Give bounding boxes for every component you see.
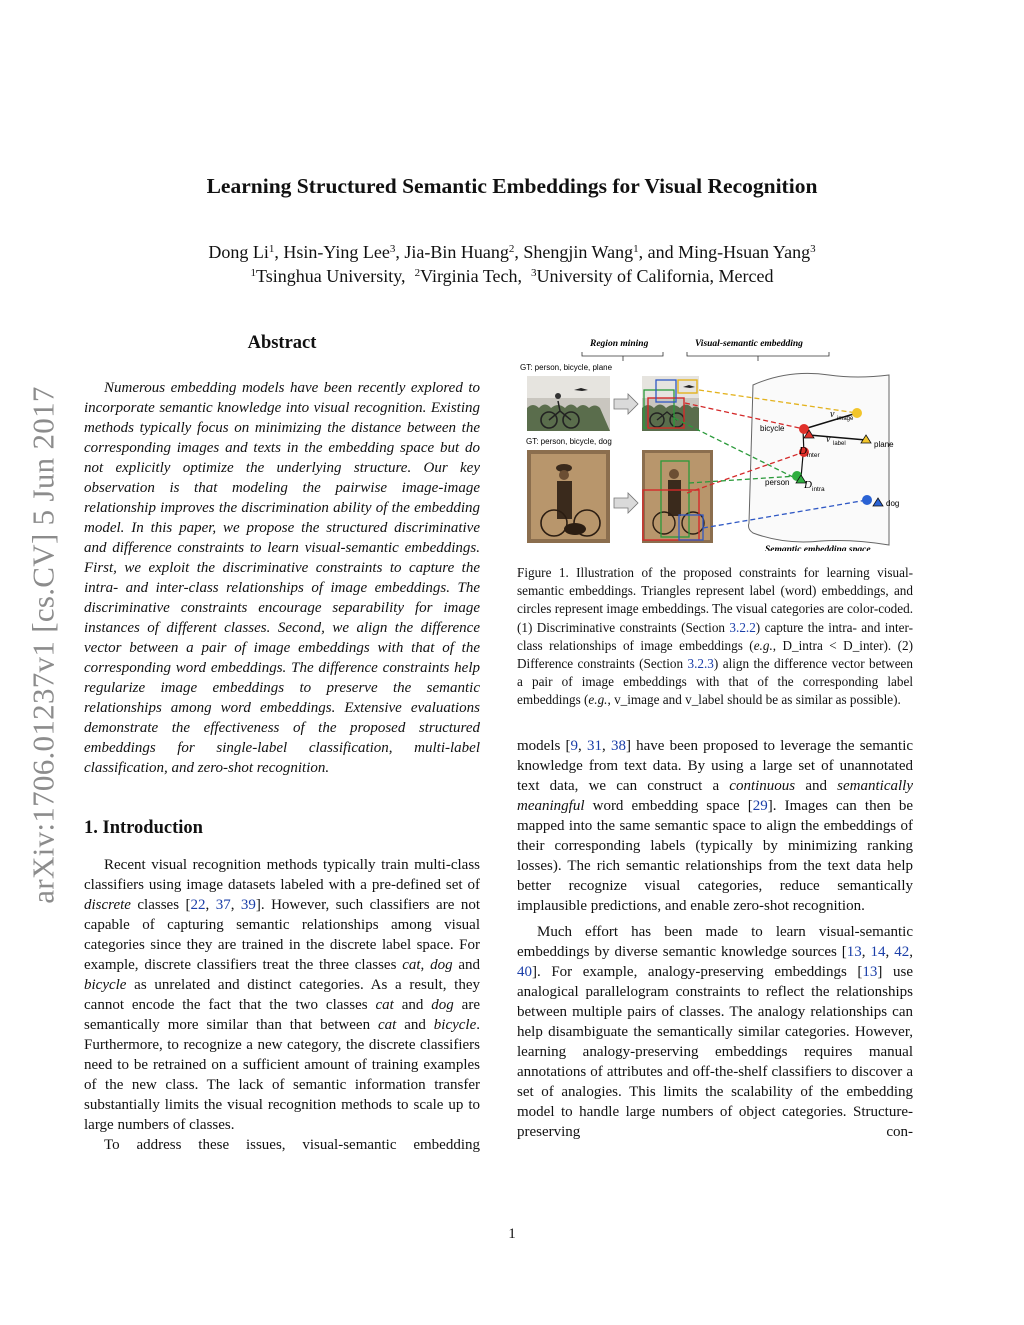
author-name: , and Ming-Hsuan Yang: [638, 242, 811, 262]
embedding-space: [749, 373, 890, 545]
d-intra-subscript: intra: [812, 486, 825, 493]
section-link[interactable]: 3.2.3: [687, 656, 714, 672]
region-mining-bracket: [582, 352, 663, 356]
photo-2: [527, 450, 610, 543]
author-sup: 3: [810, 243, 816, 255]
citation-link[interactable]: 9: [570, 737, 579, 754]
body-paragraph: models [9, 31, 38] have been proposed to leverage the semantic knowledge from text data. By using a large set of unannotated text data, we can construct a continuous and semantically meaningful word embedding space [29]. Images can then be mapped into the same semantic space to align the embeddings of their corresponding labels (typically by minimizing ranking losses). The rich semantic relationships from the text data help better recognize visual categories, reduce semantically implausible predictions, and enable zero-shot recognition.: [517, 737, 914, 914]
v-image-subscript: image: [837, 416, 854, 422]
arrow-2: [614, 493, 638, 513]
left-column: [84, 333, 480, 1155]
v-label-symbol: v⃗: [826, 434, 839, 445]
v-image-symbol: v⃗: [830, 409, 843, 420]
figure-illustration: [517, 333, 913, 551]
gt-label-2: GT: person, bicycle, dog: [526, 437, 612, 446]
right-column-text: [517, 736, 913, 1142]
right-column: [517, 333, 913, 1142]
image-embedding-dog: [862, 495, 872, 505]
citation-link[interactable]: 39: [240, 897, 256, 913]
citation-link[interactable]: 38: [610, 737, 626, 754]
figure-1: [517, 333, 913, 710]
author-name: , Shengjin Wang: [514, 242, 634, 262]
paper-title: Learning Structured Semantic Embeddings for Visual Recognition: [206, 174, 818, 198]
photo-1-regions: [642, 376, 699, 431]
abstract-heading: Abstract: [247, 333, 317, 353]
author-name: Dong Li: [208, 242, 269, 262]
author-name: , Jia-Bin Huang: [395, 242, 509, 262]
arxiv-stamp-text: arXiv:1706.01237v1 [cs.CV] 5 Jun 2017: [26, 386, 61, 904]
affiliation: Tsinghua University,: [256, 266, 406, 286]
author-name: , Hsin-Ying Lee: [274, 242, 390, 262]
node-label-dog: dog: [886, 499, 900, 508]
citation-link[interactable]: 13: [862, 963, 878, 980]
citation-link[interactable]: 40: [517, 963, 532, 980]
image-embedding-plane: [852, 408, 862, 418]
citation-link[interactable]: 42: [894, 943, 910, 960]
vse-bracket: [687, 352, 829, 356]
author-sup: 3: [389, 243, 396, 255]
arxiv-stamp: [18, 360, 70, 930]
d-inter-symbol: D: [799, 445, 807, 457]
photo-2-regions: [642, 450, 713, 543]
author-sup: 1: [633, 243, 639, 255]
author-sup: 2: [508, 243, 515, 255]
author-sup: 1: [268, 243, 275, 255]
author-block: [0, 240, 1024, 288]
figure-caption: Figure 1. Illustration of the proposed constraints for learning visual-semantic embeddings. Triangles represent label (word) embeddings, and circles represent image embeddings. The visual categories are color-coded. (1) Discriminative constraints (Section 3.2.2) capture the intra- and inter-class relationships of image embeddings (e.g., D_intra < D_inter). (2) Difference constraints (Section 3.2.3) align the difference vector between a pair of image embeddings with that of the corresponding label embeddings (e.g., v_image and v_label should be as similar as possible).: [517, 565, 913, 708]
node-label-bicycle: bicycle: [760, 424, 785, 433]
affil-sup: 3: [531, 267, 537, 279]
citation-link[interactable]: 31: [586, 737, 602, 754]
citation-link[interactable]: 29: [752, 797, 768, 814]
d-intra-symbol: D: [804, 479, 812, 491]
body-paragraph: Much effort has been made to learn visual-semantic embeddings by diverse semantic knowledge sources [13, 14, 42, 40]. For example, analogy-preserving embeddings [13] use analogical parallelogram constraints to reflect the relationships between multiple pairs of classes. The analogy relationships can help disambiguate the semantically similar categories. However, learning analogy-preserving embeddings requires manual annotations of attributes and off-the-shelf classifiers to discover a set of analogies. This limits the scalability of the embedding model to handle large numbers of object categories. Structure-preserving con-: [517, 923, 914, 1140]
v-label-subscript: label: [833, 441, 846, 447]
embedding-space-label: Semantic embedding space: [765, 545, 871, 551]
affiliation: University of California, Merced: [536, 266, 774, 286]
photo-1: [527, 376, 610, 431]
citation-link[interactable]: 14: [870, 943, 886, 960]
citation-link[interactable]: 37: [215, 897, 231, 913]
region-mining-label: Region mining: [590, 339, 649, 349]
affil-sup: 1: [250, 267, 256, 279]
citation-link[interactable]: 22: [190, 897, 206, 913]
d-inter-subscript: inter: [807, 452, 820, 459]
section-link[interactable]: 3.2.2: [729, 619, 756, 635]
affil-sup: 2: [414, 267, 421, 279]
intro-paragraph-2: To address these issues, visual-semantic embedding: [104, 1137, 480, 1153]
vse-label: Visual-semantic embedding: [695, 339, 803, 349]
abstract-text: Numerous embedding models have been recently explored to incorporate semantic knowledge into visual recognition. Existing methods typically focus on minimizing the distance between the corresponding images and texts in the embedding space but do not explicitly optimize the underlying structure. Our key observation is that modeling the pairwise image-image relationship improves the discrimination ability of the embedding model. In this paper, we propose the structured discriminative and difference constraints to learn visual-semantic embeddings. First, we exploit the discriminative constraints to capture the intra- and inter-class relationships of image embeddings. The discriminative constraints encourage separability for image instances of different classes. Second, we align the difference vector between a pair of image embeddings with that of the corresponding word embeddings. The difference constraints help regularize image embeddings to preserve the semantic relationships among word embeddings. Extensive evaluations demonstrate the effectiveness of the proposed structured embeddings for single-label classification, multi-label classification, and zero-shot recognition.: [84, 380, 480, 776]
node-label-plane: plane: [874, 440, 894, 449]
affiliation-list: [0, 264, 1024, 288]
affiliation: Virginia Tech,: [420, 266, 523, 286]
author-list: [0, 240, 1024, 264]
node-label-person: person: [765, 478, 790, 487]
intro-paragraph-1: Recent visual recognition methods typically train multi-class classifiers using image datasets labeled with a pre-defined set of discrete classes [22, 37, 39]. However, such classifiers are not capable of capturing semantic relationships among visual categories since they are trained in the discrete label space. For example, discrete classifiers treat the three classes cat, dog and bicycle as unrelated and distinct categories. As a result, they cannot encode the fact that the two classes cat and dog are semantically more similar than that between cat and bicycle. Furthermore, to recognize a new category, the discrete classifiers need to be retrained on a sufficient amount of training examples of the new class. The lack of semantic information transfer substantially limits the visual recognition methods to scale up to large numbers of classes.: [84, 857, 480, 1133]
arrow-1: [614, 394, 638, 414]
page-number: 1: [508, 1226, 516, 1242]
intro-heading: 1. Introduction: [84, 818, 203, 838]
citation-link[interactable]: 13: [846, 943, 862, 960]
gt-label-1: GT: person, bicycle, plane: [520, 363, 613, 372]
